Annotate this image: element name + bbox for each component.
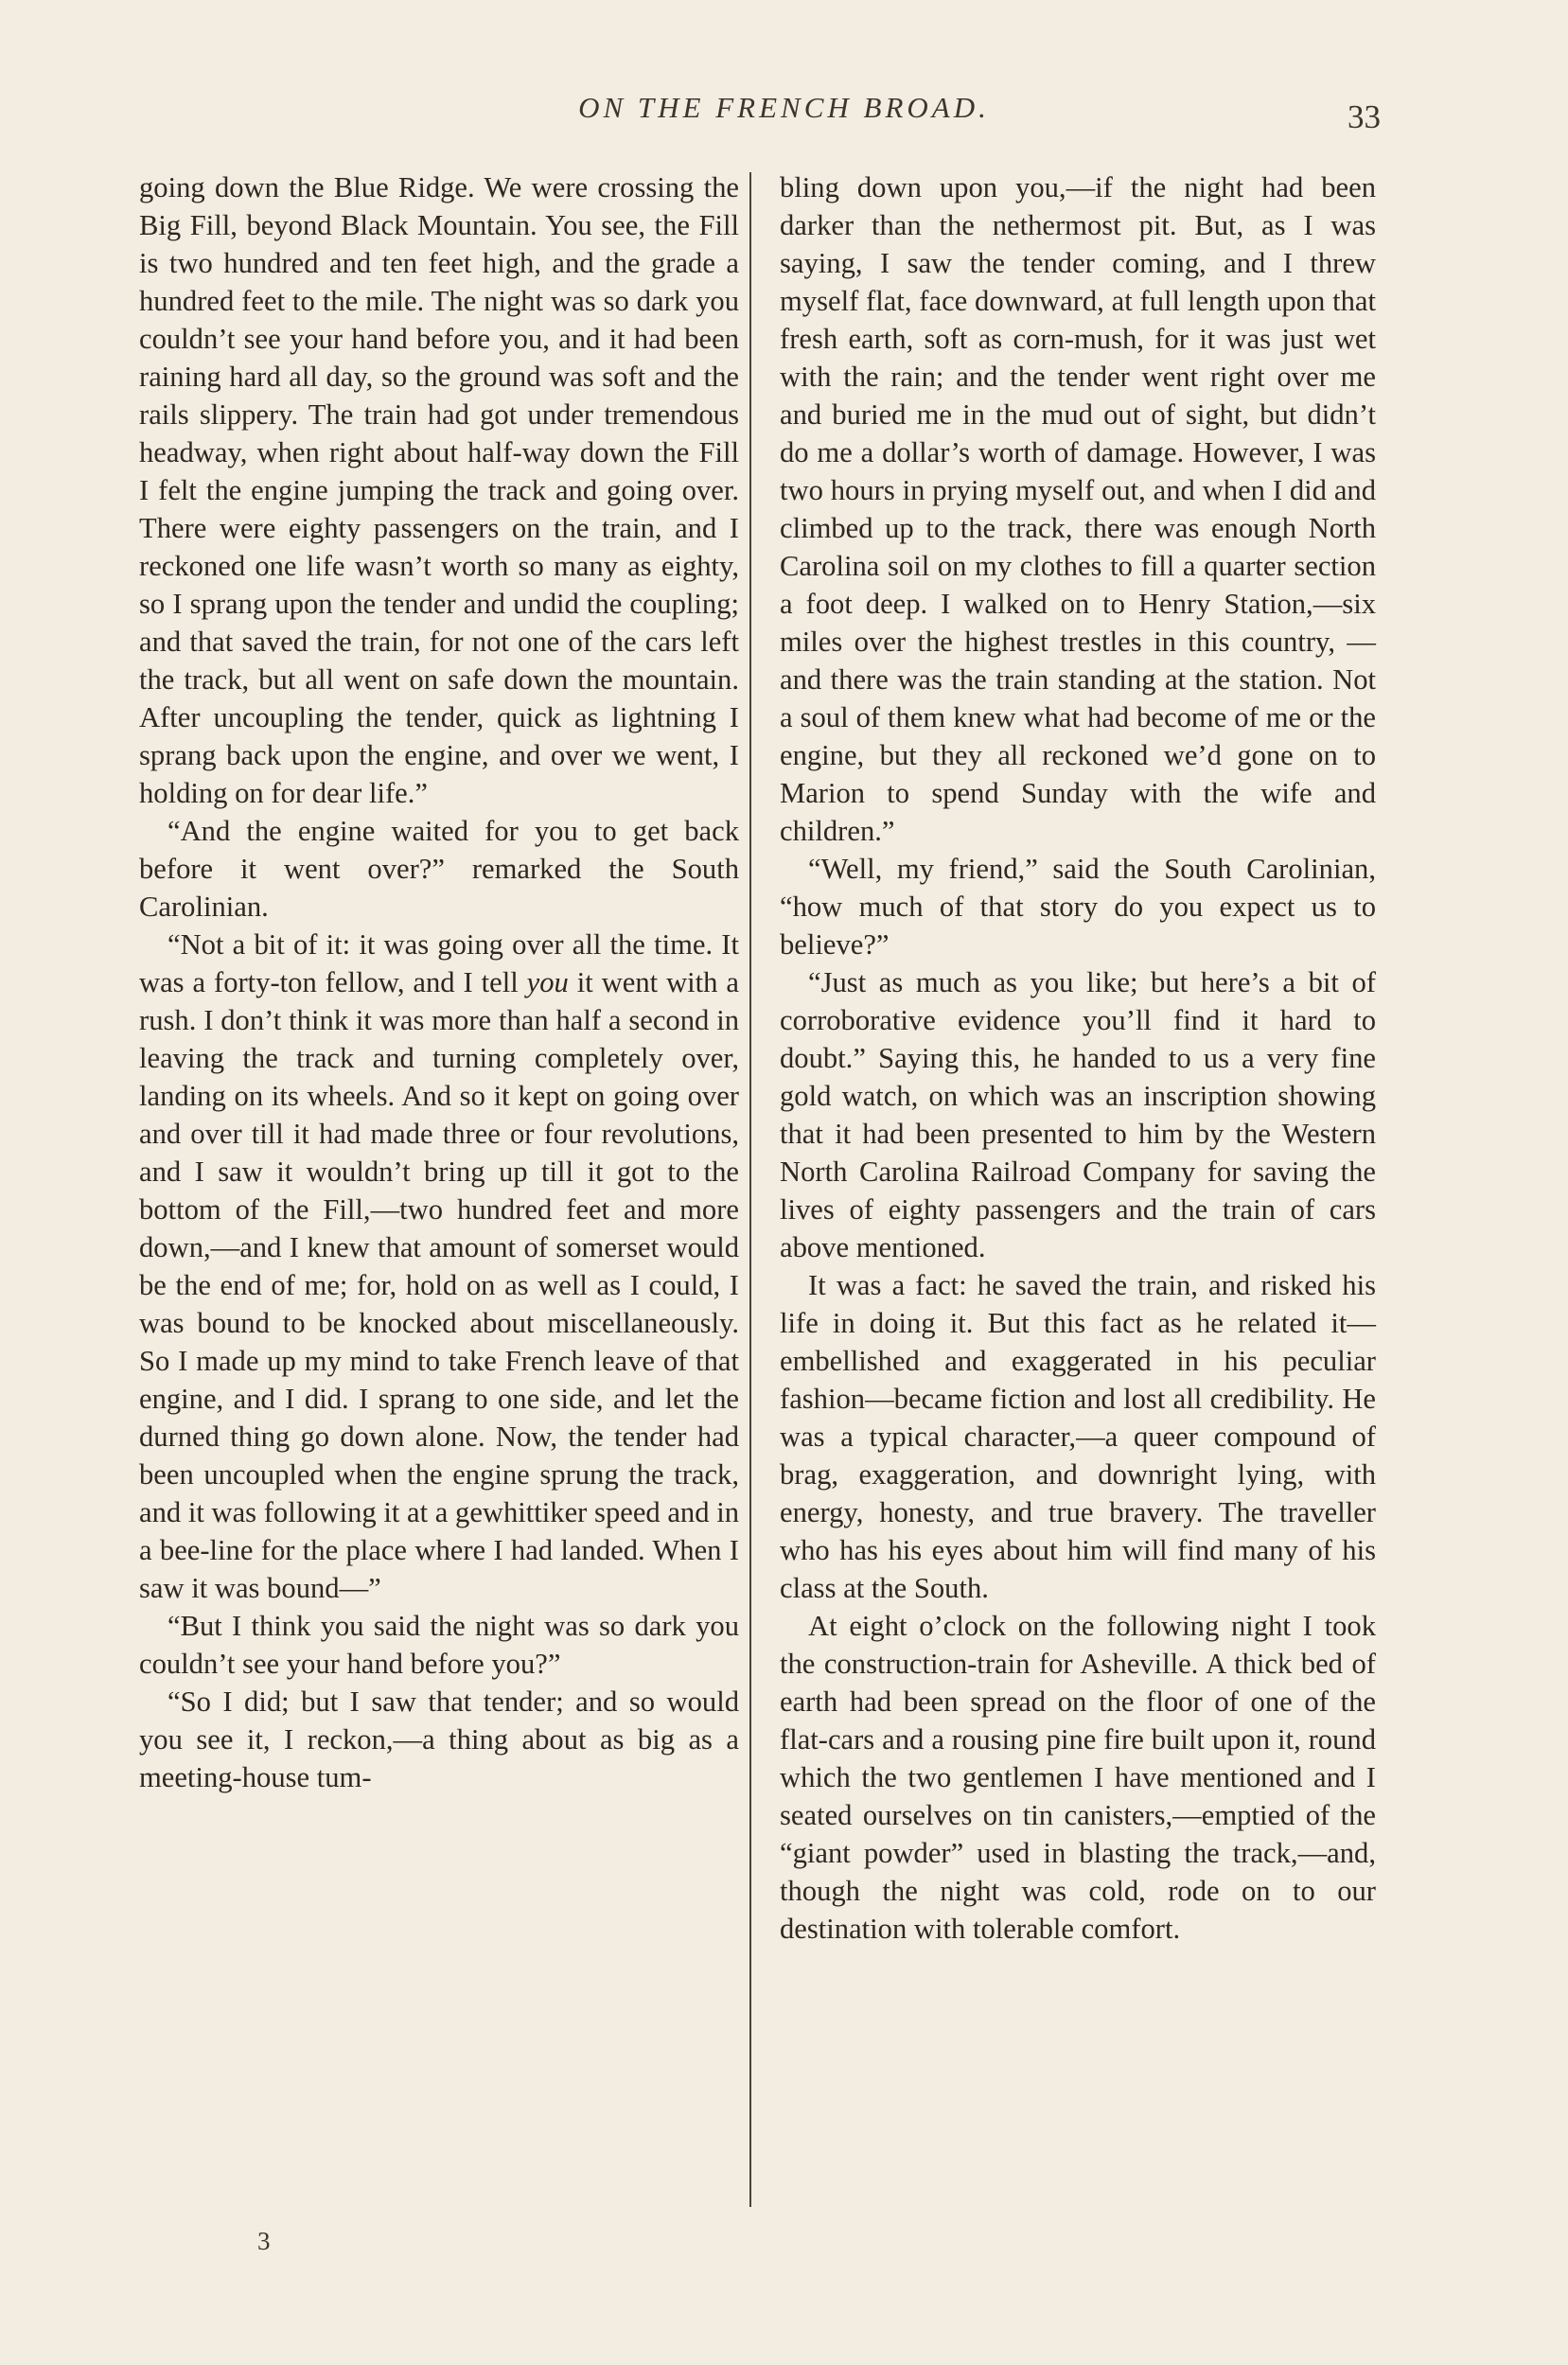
text-run: “Not a bit of it: it was going over all the time. It was a forty-ton fellow, and I tell [139,928,739,998]
paragraph: “Well, my friend,” said the South Carolinian, “how much of that story do you expect us to believe?” [780,853,1376,961]
paragraph: “But I think you said the night was so dark you couldn’t see your hand before you?” [139,1610,739,1680]
emphasis: you [526,966,569,998]
paragraph: going down the Blue Ridge. We were crossing the Big Fill, beyond Black Mountain. You see, the Fill is two hundred and ten feet high, and the grade a hundred feet to the mile. The night was so dark you couldn’t see your hand before you, and it had been raining hard all day, so the ground was soft and the rails slippery. The train had got under tremendous headway, when right about half-way down the Fill I felt the engine jumping the track and going over. There were eighty passengers on the train, and I reckoned one life wasn’t worth so many as eighty, so I sprang upon the tender and undid the coupling; and that saved the train, for not one of the cars left the track, but all went on safe down the mountain. After uncoupling the tender, quick as lightning I sprang back upon the engine, and over we went, I holding on for dear life.” [139,171,739,809]
paragraph: “Just as much as you like; but here’s a bit of corroborative evidence you’ll find it hard to doubt.” Saying this, he handed to us a very fine gold watch, on which was an inscription showing that it had been presented to him by the Western North Carolina Railroad Company for saving the lives of eighty passengers and the train of cars above mentioned. [780,966,1376,1263]
paragraph: bling down upon you,—if the night had been darker than the nethermost pit. But, as I was saying, I saw the tender coming, and I threw myself flat, face downward, at full length upon that fresh earth, soft as corn-mush, for it was just wet with the rain; and the tender went right over me and buried me in the mud out of sight, but didn’t do me a dollar’s worth of damage. However, I was two hours in prying myself out, and when I did and climbed up to the track, there was enough North Carolina soil on my clothes to fill a quarter section a foot deep. I walked on to Henry Station,—six miles over the highest trestles in this country, —and there was the train standing at the station. Not a soul of them knew what had become of me or the engine, but they all reckoned we’d gone on to Marion to spend Sunday with the wife and children.” [780,171,1376,847]
column-rule [749,172,751,2207]
text-run: it went with a rush. I don’t think it was more than half a second in leaving the track and turning completely over, landing on its wheels. And so it kept on going over and over till it had made three or four revolutions, and I saw it wouldn’t bring up till it got to the bottom of the Fill,—two hundred feet and more down,—and I knew that amount of somerset would be the end of me; for, hold on as well as I could, I was bound to be knocked about miscellaneously. So I made up my mind to take French leave of that engine, and I did. I sprang to one side, and let the durned thing go down alone. Now, the tender had been uncoupled when the engine sprung the track, and it was following it at a gewhittiker speed and in a bee-line for the place where I had landed. When I saw it was bound—” [139,966,739,1604]
signature-mark: 3 [257,2227,271,2255]
paragraph: “So I did; but I saw that tender; and so would you see it, I reckon,—a thing about as big as a meeting-house tum- [139,1686,739,1793]
paragraph: At eight o’clock on the following night I took the construction-train for Asheville. A thick bed of earth had been spread on the floor of one of the flat-cars and a rousing pine fire built upon it, round which the two gentlemen I have mentioned and I seated ourselves on tin canisters,—emptied of the “giant powder” used in blasting the track,—and, though the night was cold, rode on to our destination with tolerable comfort. [780,1610,1376,1945]
paragraph: It was a fact: he saved the train, and risked his life in doing it. But this fact as he related it—embellished and exaggerated in his peculiar fashion—became fiction and lost all credibility. He was a typical character,—a queer compound of brag, exaggeration, and downright lying, with energy, honesty, and true bravery. The traveller who has his eyes about him will find many of his class at the South. [780,1269,1376,1604]
running-title: ON THE FRENCH BROAD. [578,91,990,124]
paragraph [139,926,739,1607]
left-column [139,168,739,1796]
page-number: 33 [1348,98,1381,135]
right-column [780,168,1376,1948]
paragraph: “And the engine waited for you to get back before it went over?” remarked the South Carolinian. [139,815,739,923]
